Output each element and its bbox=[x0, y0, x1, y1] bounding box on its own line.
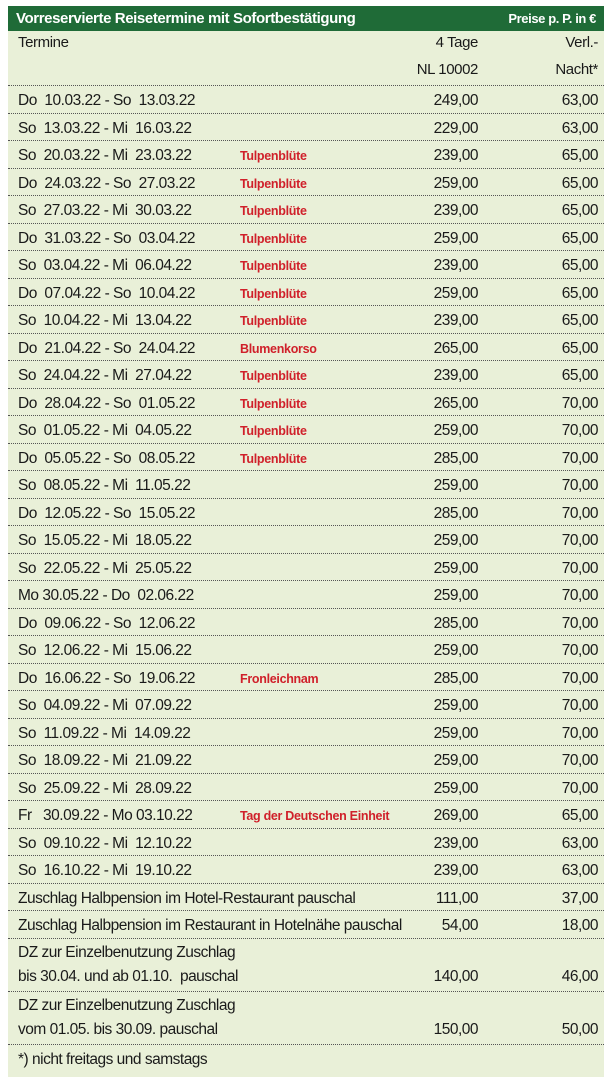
column-nl: NL 10002 bbox=[416, 61, 478, 78]
row-event: Blumenkorso bbox=[240, 341, 317, 356]
row-night: 70,00 bbox=[561, 422, 598, 439]
table-row bbox=[8, 196, 604, 224]
surcharge-label: Zuschlag Halbpension im Restaurant in Hotelnähe pauschal bbox=[18, 917, 402, 934]
row-price: 259,00 bbox=[433, 284, 478, 302]
row-night: 70,00 bbox=[561, 642, 598, 659]
row-date: Do 10.03.22 - So 13.03.22 bbox=[18, 92, 195, 109]
row-price: 259,00 bbox=[433, 642, 478, 659]
row-price: 259,00 bbox=[433, 532, 478, 549]
row-event: Tulpenblüte bbox=[240, 451, 307, 466]
row-night: 70,00 bbox=[561, 587, 598, 604]
table-row bbox=[8, 334, 604, 362]
table-row bbox=[8, 224, 604, 252]
row-night: 70,00 bbox=[561, 779, 598, 797]
row-date: So 18.09.22 - Mi 21.09.22 bbox=[18, 752, 192, 769]
row-price: 259,00 bbox=[433, 559, 478, 577]
table-row bbox=[8, 251, 604, 279]
row-price: 239,00 bbox=[433, 147, 478, 164]
row-night: 63,00 bbox=[561, 862, 598, 879]
row-price: 259,00 bbox=[433, 779, 478, 797]
row-night: 65,00 bbox=[561, 367, 598, 384]
row-event: Tulpenblüte bbox=[240, 259, 307, 273]
row-price: 239,00 bbox=[433, 367, 478, 384]
row-price: 269,00 bbox=[433, 807, 478, 824]
row-night: 65,00 bbox=[561, 229, 598, 247]
row-night: 63,00 bbox=[561, 834, 598, 852]
row-price: 229,00 bbox=[433, 119, 478, 137]
row-night: 65,00 bbox=[561, 257, 598, 274]
row-event: Tulpenblüte bbox=[240, 149, 307, 163]
row-date: So 04.09.22 - Mi 07.09.22 bbox=[18, 697, 192, 714]
row-night: 70,00 bbox=[561, 394, 598, 412]
row-price: 265,00 bbox=[433, 394, 478, 412]
single-use-night: 50,00 bbox=[561, 1020, 598, 1038]
row-date: Do 28.04.22 - So 01.05.22 bbox=[18, 394, 195, 412]
row-price: 285,00 bbox=[433, 449, 478, 467]
single-use-price: 150,00 bbox=[433, 1020, 478, 1038]
price-table bbox=[8, 6, 604, 1077]
row-night: 63,00 bbox=[561, 92, 598, 109]
row-night: 70,00 bbox=[561, 449, 598, 467]
row-event: Tag der Deutschen Einheit bbox=[240, 809, 390, 823]
surcharge-row bbox=[8, 884, 604, 912]
row-date: So 27.03.22 - Mi 30.03.22 bbox=[18, 202, 192, 219]
row-night: 70,00 bbox=[561, 559, 598, 577]
table-row bbox=[8, 306, 604, 334]
table-row bbox=[8, 169, 604, 197]
column-verl: Verl.- bbox=[565, 34, 598, 51]
row-date: So 22.05.22 - Mi 25.05.22 bbox=[18, 559, 192, 577]
row-event: Tulpenblüte bbox=[240, 314, 307, 328]
table-row bbox=[8, 856, 604, 884]
row-date: So 20.03.22 - Mi 23.03.22 bbox=[18, 147, 192, 164]
table-row bbox=[8, 86, 604, 114]
row-date: Do 05.05.22 - So 08.05.22 bbox=[18, 449, 195, 467]
row-date: So 09.10.22 - Mi 12.10.22 bbox=[18, 834, 192, 852]
column-nacht: Nacht* bbox=[555, 61, 598, 78]
table-title: Vorreservierte Reisetermine mit Sofortbestätigung bbox=[16, 10, 356, 27]
table-row bbox=[8, 801, 604, 829]
row-event: Tulpenblüte bbox=[240, 176, 307, 191]
footnote-text: *) nicht freitags und samstags bbox=[18, 1050, 208, 1068]
row-date: Do 16.06.22 - So 19.06.22 bbox=[18, 669, 195, 687]
row-date: So 08.05.22 - Mi 11.05.22 bbox=[18, 477, 191, 494]
row-event: Tulpenblüte bbox=[240, 231, 307, 246]
table-row bbox=[8, 279, 604, 307]
row-date: So 24.04.22 - Mi 27.04.22 bbox=[18, 367, 192, 384]
row-date: Do 31.03.22 - So 03.04.22 bbox=[18, 229, 195, 247]
row-price: 239,00 bbox=[433, 202, 478, 219]
row-date: Do 07.04.22 - So 10.04.22 bbox=[18, 284, 195, 302]
row-date: Do 24.03.22 - So 27.03.22 bbox=[18, 174, 195, 192]
row-night: 70,00 bbox=[561, 532, 598, 549]
surcharge-row bbox=[8, 911, 604, 939]
row-price: 239,00 bbox=[433, 257, 478, 274]
row-date: Fr 30.09.22 - Mo 03.10.22 bbox=[18, 807, 193, 824]
row-price: 285,00 bbox=[433, 504, 478, 522]
surcharge-night: 18,00 bbox=[561, 917, 598, 934]
row-price: 239,00 bbox=[433, 834, 478, 852]
row-night: 63,00 bbox=[561, 119, 598, 137]
table-row bbox=[8, 471, 604, 499]
table-row bbox=[8, 636, 604, 664]
table-row bbox=[8, 141, 604, 169]
row-price: 259,00 bbox=[433, 174, 478, 192]
row-date: Mo 30.05.22 - Do 02.06.22 bbox=[18, 587, 194, 604]
row-night: 70,00 bbox=[561, 724, 598, 742]
row-price: 259,00 bbox=[433, 587, 478, 604]
row-night: 70,00 bbox=[561, 669, 598, 687]
title-bar bbox=[8, 6, 604, 31]
row-event: Tulpenblüte bbox=[240, 286, 307, 301]
row-date: So 13.03.22 - Mi 16.03.22 bbox=[18, 119, 192, 137]
table-row bbox=[8, 526, 604, 554]
row-event: Fronleichnam bbox=[240, 671, 319, 686]
surcharge-label: Zuschlag Halbpension im Hotel-Restaurant pauschal bbox=[18, 889, 356, 907]
row-night: 65,00 bbox=[561, 807, 598, 824]
row-price: 259,00 bbox=[433, 697, 478, 714]
table-row bbox=[8, 389, 604, 417]
row-night: 65,00 bbox=[561, 174, 598, 192]
row-date: So 10.04.22 - Mi 13.04.22 bbox=[18, 312, 192, 329]
row-date: So 01.05.22 - Mi 04.05.22 bbox=[18, 422, 192, 439]
row-date: So 25.09.22 - Mi 28.09.22 bbox=[18, 779, 192, 797]
column-tage: 4 Tage bbox=[435, 34, 478, 51]
table-row bbox=[8, 416, 604, 444]
row-night: 65,00 bbox=[561, 284, 598, 302]
column-termine: Termine bbox=[18, 34, 69, 51]
single-use-night: 46,00 bbox=[561, 967, 598, 985]
table-row bbox=[8, 361, 604, 389]
date-rows bbox=[8, 86, 604, 884]
row-date: Do 21.04.22 - So 24.04.22 bbox=[18, 339, 195, 357]
surcharge-price: 111,00 bbox=[435, 889, 478, 907]
row-event: Tulpenblüte bbox=[240, 396, 307, 411]
row-night: 65,00 bbox=[561, 147, 598, 164]
row-price: 239,00 bbox=[433, 312, 478, 329]
single-use-line1: DZ zur Einzelbenutzung Zuschlag bbox=[18, 943, 236, 961]
row-night: 70,00 bbox=[561, 504, 598, 522]
row-night: 65,00 bbox=[561, 202, 598, 219]
row-price: 259,00 bbox=[433, 229, 478, 247]
table-row bbox=[8, 114, 604, 142]
row-price: 249,00 bbox=[433, 92, 478, 109]
row-price: 259,00 bbox=[433, 724, 478, 742]
footnote bbox=[8, 1045, 604, 1077]
table-row bbox=[8, 829, 604, 857]
row-date: So 16.10.22 - Mi 19.10.22 bbox=[18, 862, 192, 879]
table-row bbox=[8, 746, 604, 774]
table-row bbox=[8, 719, 604, 747]
single-use-line2: vom 01.05. bis 30.09. pauschal bbox=[18, 1020, 218, 1038]
row-night: 70,00 bbox=[561, 477, 598, 494]
table-row bbox=[8, 554, 604, 582]
single-use-line2: bis 30.04. und ab 01.10. pauschal bbox=[18, 967, 238, 985]
row-price: 265,00 bbox=[433, 339, 478, 357]
row-night: 70,00 bbox=[561, 697, 598, 714]
row-night: 65,00 bbox=[561, 312, 598, 329]
table-row bbox=[8, 774, 604, 802]
table-row bbox=[8, 691, 604, 719]
single-use-price: 140,00 bbox=[433, 967, 478, 985]
table-row bbox=[8, 664, 604, 692]
row-night: 65,00 bbox=[561, 339, 598, 357]
single-use-row bbox=[8, 939, 604, 992]
row-date: Do 12.05.22 - So 15.05.22 bbox=[18, 504, 195, 522]
price-note: Preise p. P. in € bbox=[508, 11, 596, 26]
row-event: Tulpenblüte bbox=[240, 204, 307, 218]
single-use-row bbox=[8, 992, 604, 1045]
row-price: 259,00 bbox=[433, 422, 478, 439]
row-date: So 12.06.22 - Mi 15.06.22 bbox=[18, 642, 192, 659]
table-row bbox=[8, 609, 604, 637]
table-row bbox=[8, 499, 604, 527]
row-night: 70,00 bbox=[561, 752, 598, 769]
column-header bbox=[8, 31, 604, 86]
surcharge-price: 54,00 bbox=[441, 917, 478, 934]
row-date: So 11.09.22 - Mi 14.09.22 bbox=[18, 724, 191, 742]
row-date: Do 09.06.22 - So 12.06.22 bbox=[18, 614, 195, 632]
row-price: 259,00 bbox=[433, 477, 478, 494]
row-night: 70,00 bbox=[561, 614, 598, 632]
table-row bbox=[8, 444, 604, 472]
row-price: 259,00 bbox=[433, 752, 478, 769]
row-date: So 03.04.22 - Mi 06.04.22 bbox=[18, 257, 192, 274]
row-price: 285,00 bbox=[433, 614, 478, 632]
row-date: So 15.05.22 - Mi 18.05.22 bbox=[18, 532, 192, 549]
surcharge-night: 37,00 bbox=[561, 889, 598, 907]
row-price: 239,00 bbox=[433, 862, 478, 879]
row-price: 285,00 bbox=[433, 669, 478, 687]
single-use-line1: DZ zur Einzelbenutzung Zuschlag bbox=[18, 996, 236, 1014]
row-event: Tulpenblüte bbox=[240, 424, 307, 438]
row-event: Tulpenblüte bbox=[240, 369, 307, 383]
table-row bbox=[8, 581, 604, 609]
